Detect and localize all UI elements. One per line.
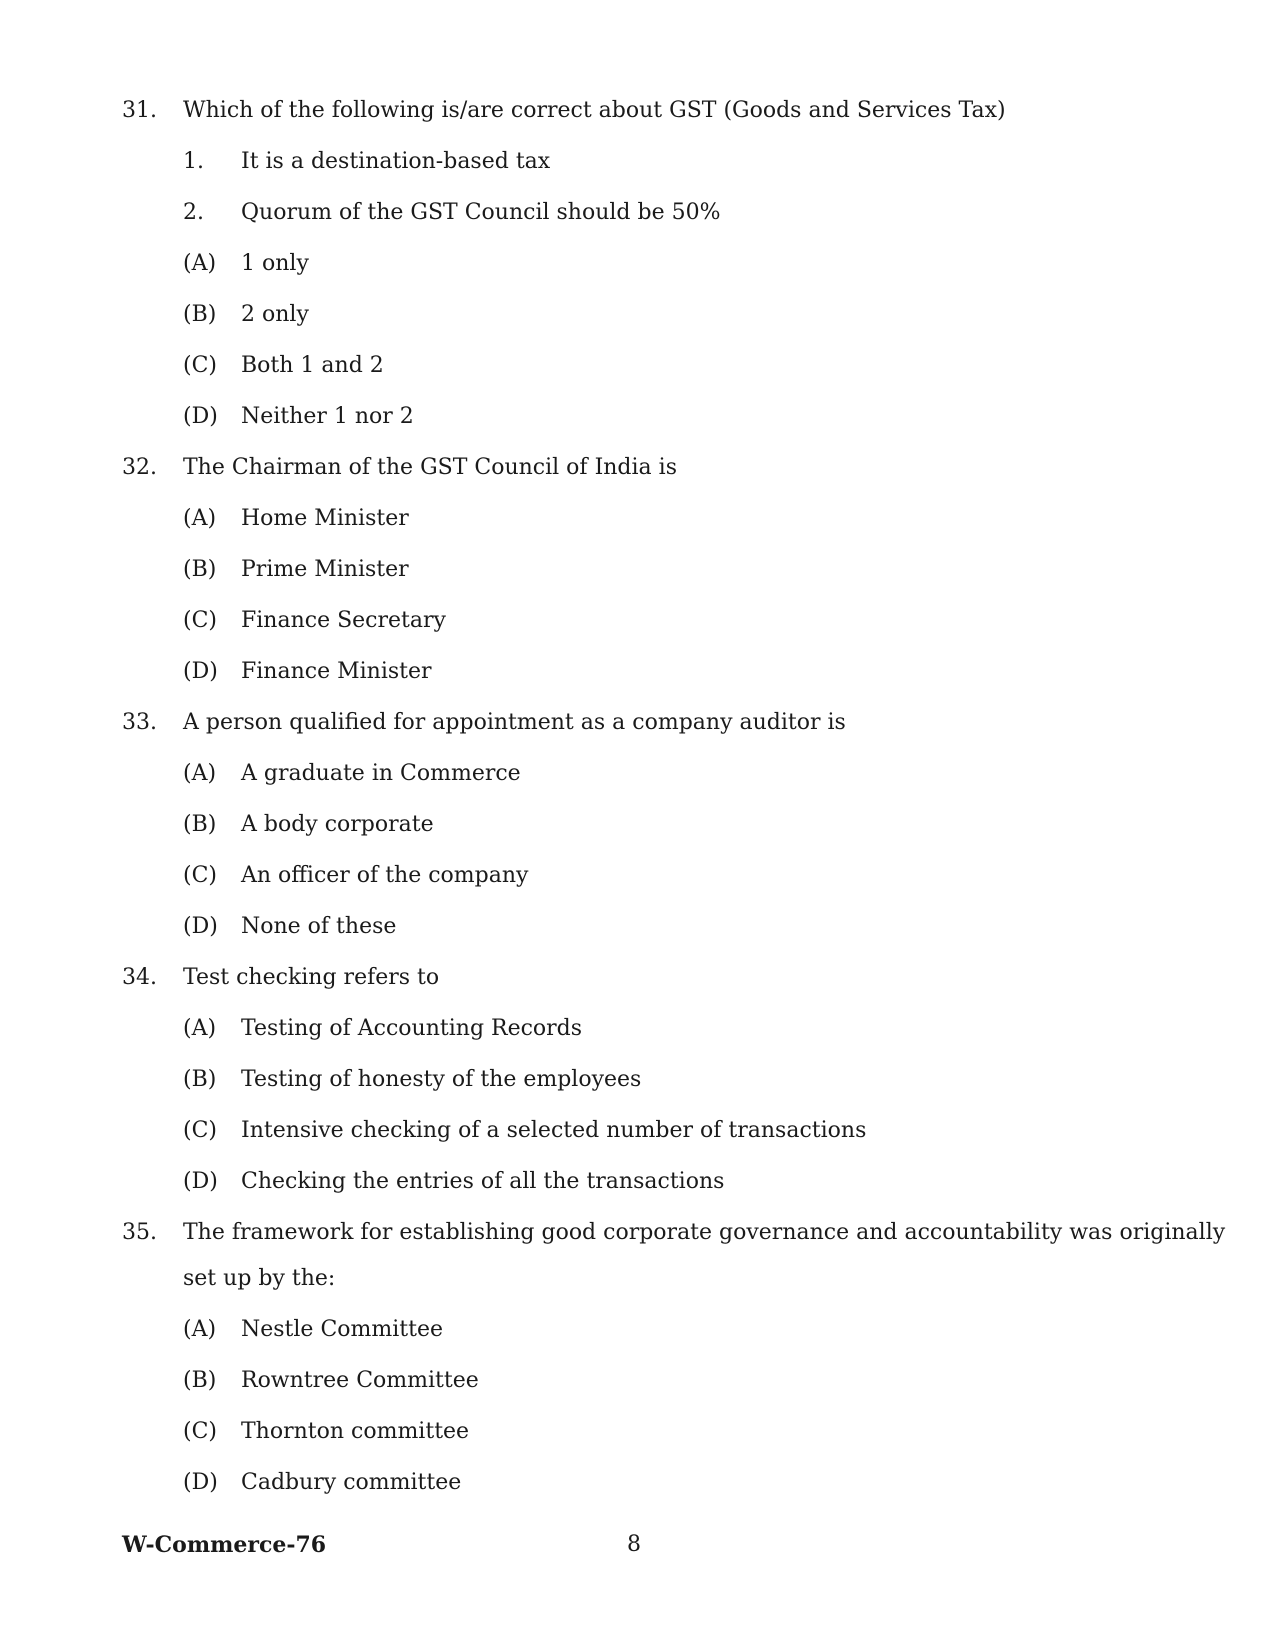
option-label: (B) [183,557,217,582]
statement-label: 2. [183,200,204,225]
option-label: (A) [183,251,217,276]
option-label: (B) [183,1368,217,1393]
option-label: (D) [183,1169,218,1194]
question-number: 33. [122,710,157,735]
question-number: 35. [122,1220,157,1245]
option-text: Thornton committee [241,1419,470,1444]
option-text: A graduate in Commerce [241,761,521,786]
option-text: Nestle Committee [241,1317,444,1342]
option-text: Testing of honesty of the employees [241,1067,642,1092]
statement-label: 1. [183,149,204,174]
question-number: 34. [122,965,157,990]
option-text: An officer of the company [241,863,529,888]
option-label: (C) [183,1118,217,1143]
statement-text: It is a destination-based tax [241,149,551,174]
question-text: The framework for establishing good corporate governance and accountability was originally [183,1220,1226,1245]
option-text: Home Minister [241,506,409,531]
question-number: 32. [122,455,157,480]
option-label: (B) [183,812,217,837]
question-text: Which of the following is/are correct about GST (Goods and Services Tax) [183,98,1006,123]
option-label: (D) [183,404,218,429]
option-label: (D) [183,659,218,684]
option-label: (D) [183,1470,218,1495]
option-label: (A) [183,1317,217,1342]
option-text: Neither 1 nor 2 [241,404,414,429]
statement-text: Quorum of the GST Council should be 50% [241,200,721,225]
option-label: (C) [183,1419,217,1444]
footer-paper-code: W-Commerce-76 [122,1532,327,1558]
option-label: (D) [183,914,218,939]
option-text: Both 1 and 2 [241,353,384,378]
option-text: Checking the entries of all the transactions [241,1169,725,1194]
question-text: set up by the: [183,1266,336,1291]
option-text: Finance Minister [241,659,432,684]
question-number: 31. [122,98,157,123]
question-text: Test checking refers to [183,965,440,990]
option-text: Intensive checking of a selected number of transactions [241,1118,867,1143]
option-text: Testing of Accounting Records [241,1016,583,1041]
option-text: Cadbury committee [241,1470,462,1495]
option-text: Prime Minister [241,557,409,582]
option-label: (A) [183,1016,217,1041]
option-text: 1 only [241,251,309,276]
question-text: The Chairman of the GST Council of India is [183,455,677,480]
option-text: Finance Secretary [241,608,446,633]
option-text: None of these [241,914,397,939]
option-label: (B) [183,302,217,327]
option-label: (A) [183,761,217,786]
option-label: (C) [183,863,217,888]
option-text: 2 only [241,302,309,327]
option-text: A body corporate [241,812,434,837]
option-text: Rowntree Committee [241,1368,479,1393]
page-number: 8 [627,1532,641,1557]
option-label: (A) [183,506,217,531]
option-label: (C) [183,608,217,633]
option-label: (C) [183,353,217,378]
question-text: A person qualified for appointment as a company auditor is [183,710,846,735]
option-label: (B) [183,1067,217,1092]
